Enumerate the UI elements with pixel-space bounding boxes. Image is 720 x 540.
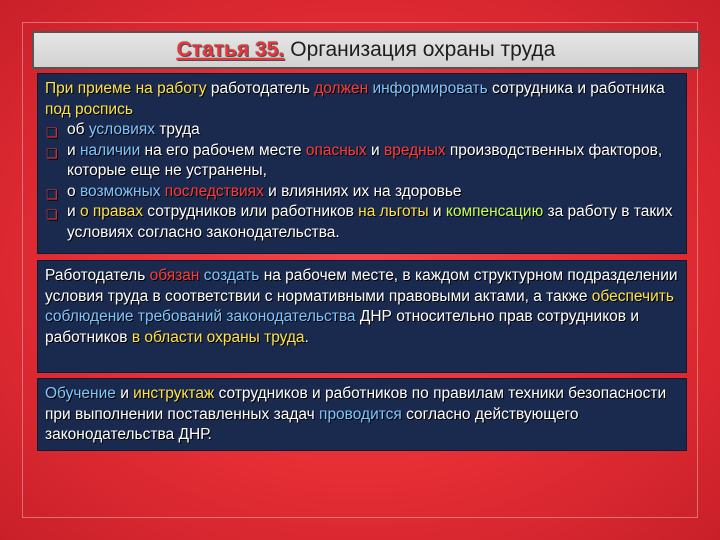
text-run: под роспись — [45, 100, 133, 118]
text-run: инструктаж — [133, 385, 215, 402]
text-run: обеспечить — [591, 287, 674, 305]
text-run: и влияниях их на здоровье — [263, 182, 462, 200]
text-run: и — [67, 203, 80, 220]
slide-title — [32, 31, 700, 69]
text-run: о — [67, 182, 80, 200]
text-run: обязан — [149, 267, 200, 284]
info-panel-conditions — [37, 260, 687, 373]
text-run: соблюдение требований законодательства — [45, 308, 356, 325]
text-run: и — [67, 141, 80, 159]
text-run: о правах — [79, 203, 143, 220]
text-run: вредных — [383, 141, 446, 159]
text-run: в области охраны труда — [131, 328, 305, 346]
text-run: работодатель — [206, 80, 315, 97]
text-run: Работодатель — [45, 267, 150, 284]
text-run: труда — [155, 121, 200, 138]
text-run: При приеме на работу — [45, 80, 207, 97]
text-run: создать — [203, 267, 260, 284]
bullet-item — [45, 182, 680, 203]
text-run: на рабочем месте, в каждом структурном подразделении условия труда в соответствии с нормативными правовыми актами, а также — [45, 267, 678, 305]
text-run: информировать — [368, 80, 488, 97]
text-run: согласно действующего законодательства ДНР. — [45, 405, 579, 443]
text-run: опасных — [305, 141, 367, 159]
panel-paragraph — [45, 266, 680, 348]
panel-intro — [45, 79, 680, 120]
text-run: сотрудника и работника — [487, 80, 665, 97]
text-run: . — [304, 328, 309, 346]
text-run: условиях — [88, 121, 156, 138]
text-run: производственных факторов, которые еще не устранены, — [67, 141, 663, 179]
text-run: должен — [314, 80, 369, 97]
bullet-item — [45, 141, 680, 182]
text-run: последствиях — [164, 182, 264, 200]
text-run: на его рабочем месте — [140, 141, 306, 159]
panel-paragraph — [45, 384, 680, 446]
text-run: и — [366, 141, 384, 159]
text-run: проводится — [319, 405, 402, 423]
checkbox-square-icon: ❏ — [46, 125, 58, 140]
text-run: за работу в таких условиях согласно законодательства. — [67, 203, 673, 241]
article-number: Статья 35. — [176, 38, 285, 61]
text-run: наличии — [79, 141, 141, 159]
bullet-item — [45, 202, 680, 243]
text-run: и — [428, 203, 446, 220]
text-run: на льготы — [358, 203, 429, 220]
text-run: Обучение — [45, 385, 116, 402]
checkbox-square-icon: ❏ — [46, 207, 58, 222]
text-run: сотрудников и работников по правилам техники безопасности при выполнении поставленных задач — [45, 385, 667, 423]
text-run: ДНР относительно прав сотрудников и работников — [45, 308, 639, 346]
info-panel-employer-duty — [37, 73, 687, 254]
title-text: Организация охраны труда — [290, 38, 556, 61]
text-run: возможных — [79, 182, 161, 200]
info-panel-training — [37, 378, 687, 451]
text-run: об — [67, 121, 89, 138]
checkbox-square-icon: ❏ — [46, 145, 58, 161]
checkbox-square-icon: ❏ — [46, 186, 58, 202]
text-run: компенсацию — [445, 203, 544, 220]
text-run: сотрудников или работников — [142, 203, 359, 220]
bullet-item — [45, 120, 680, 141]
bullet-list — [45, 120, 680, 243]
text-run: и — [115, 385, 134, 402]
